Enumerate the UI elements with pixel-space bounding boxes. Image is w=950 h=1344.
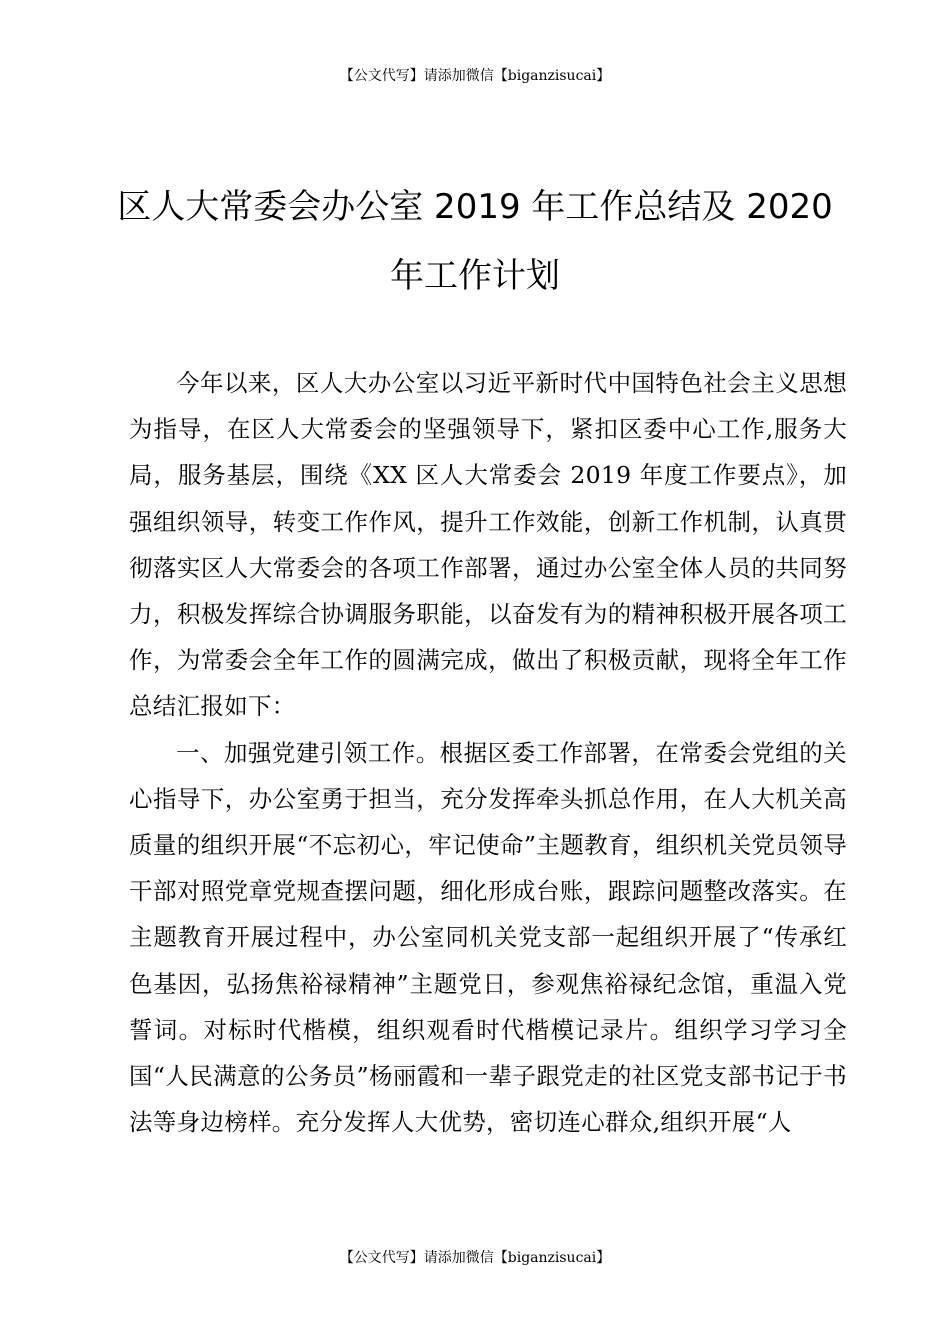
- section-1-paragraph: [129, 730, 847, 1146]
- intro-paragraph: 今年以来，区人大办公室以习近平新时代中国特色社会主义思想为指导，在区人大常委会的坚强领导下，紧扣区委中心工作,服务大局，服务基层，围绕《XX 区人大常委会 2019 年度工作要点》，加强组织领导，转变工作作风，提升工作效能，创新工作机制，认真贯彻落实区人大常委会的各项工作部署，通过办公室全体人员的共同努力，积极发挥综合协调服务职能，以奋发有为的精神积极开展各项工作，为常委会全年工作的圆满完成，做出了积极贡献，现将全年工作总结汇报如下：: [129, 369, 847, 721]
- section-1-body: 根据区委工作部署，在常委会党组的关心指导下，办公室勇于担当，充分发挥牵头抓总作用，在人大机关高质量的组织开展“不忘初心，牢记使命”主题教育，组织机关党员领导干部对照党章党规查摆问题，细化形成台账，跟踪问题整改落实。在主题教育开展过程中，办公室同机关党支部一起组织开展了“传承红色基因，弘扬焦裕禄精神”主题党日，参观焦裕禄纪念馆，重温入党誓词。对标时代楷模，组织观看时代楷模记录片。组织学习学习全国“人民满意的公务员”杨丽霞和一辈子跟党走的社区党支部书记于书法等身边榜样。充分发挥人大优势，密切连心群众,组织开展“人: [129, 738, 847, 1137]
- header-watermark-note: 【公文代写】请添加微信【biganzisucai】: [339, 68, 611, 84]
- footer-watermark-note: 【公文代写】请添加微信【biganzisucai】: [339, 1250, 611, 1266]
- document-body: [129, 360, 847, 1145]
- document-title-line-2: 年工作计划: [390, 256, 560, 296]
- section-1-heading: 一、加强党建引领工作。: [176, 738, 440, 767]
- document-title-line-1: 区人大常委会办公室 2019 年工作总结及 2020: [117, 187, 833, 227]
